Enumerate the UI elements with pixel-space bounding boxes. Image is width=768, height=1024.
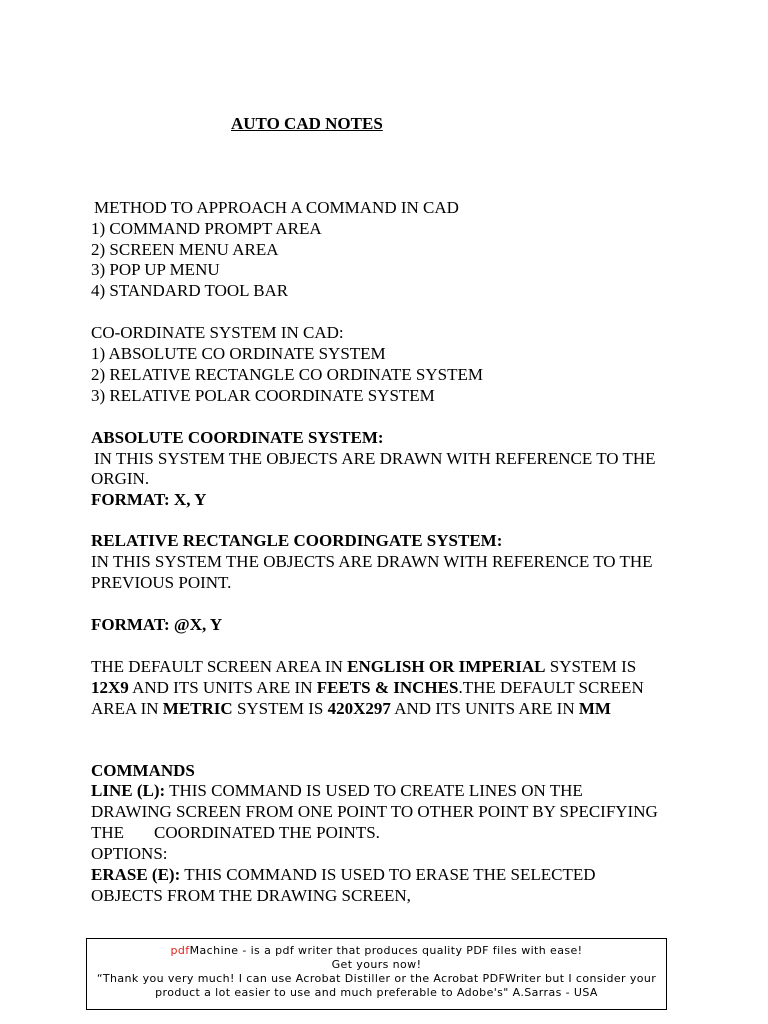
relative-text-2: PREVIOUS POINT.	[91, 573, 232, 592]
pdfmachine-footer-box	[86, 938, 667, 1010]
page-title: AUTO CAD NOTES	[231, 114, 383, 133]
absolute-text-1: IN THIS SYSTEM THE OBJECTS ARE DRAWN WITH REFERENCE TO THE	[94, 449, 656, 468]
screen-area-line-1	[91, 656, 636, 677]
footer-line-1	[87, 944, 666, 958]
list-item: 3) POP UP MENU	[91, 260, 220, 279]
method-heading: METHOD TO APPROACH A COMMAND IN CAD	[94, 198, 459, 217]
absolute-text-2: ORGIN.	[91, 469, 150, 488]
text-run: SYSTEM IS	[232, 699, 328, 718]
footer-line-3: “Thank you very much! I can use Acrobat Distiller or the Acrobat PDFWriter but I consider your	[96, 972, 657, 985]
screen-area-line-3	[91, 698, 611, 719]
text-run: .THE DEFAULT SCREEN	[458, 678, 644, 697]
list-item: 1) COMMAND PROMPT AREA	[91, 219, 322, 238]
list-item: 2) SCREEN MENU AREA	[91, 240, 279, 259]
list-item: 4) STANDARD TOOL BAR	[91, 281, 289, 300]
text-run: AND ITS UNITS ARE IN	[390, 699, 579, 718]
text-run: SYSTEM IS	[545, 657, 637, 676]
options-label: OPTIONS:	[91, 844, 168, 863]
line-command-2: DRAWING SCREEN FROM ONE POINT TO OTHER POINT BY SPECIFYING	[91, 802, 658, 821]
text-run: THE	[91, 823, 125, 842]
text-run-bold: METRIC	[162, 699, 233, 718]
footer-line-4: product a lot easier to use and much preferable to Adobe's" A.Sarras - USA	[155, 986, 598, 999]
text-run: THIS COMMAND IS USED TO CREATE LINES ON THE	[165, 781, 583, 800]
text-run: COORDINATED THE POINTS.	[154, 823, 380, 842]
list-item: 3) RELATIVE POLAR COORDINATE SYSTEM	[91, 386, 435, 405]
line-command-3	[91, 822, 380, 843]
relative-heading: RELATIVE RECTANGLE COORDINGATE SYSTEM:	[91, 531, 503, 550]
absolute-heading: ABSOLUTE COORDINATE SYSTEM:	[91, 428, 384, 447]
relative-format: FORMAT: @X, Y	[91, 615, 223, 634]
relative-text-1: IN THIS SYSTEM THE OBJECTS ARE DRAWN WITH REFERENCE TO THE	[91, 552, 653, 571]
coordinate-heading: CO-ORDINATE SYSTEM IN CAD:	[91, 323, 344, 342]
text-run-bold: MM	[578, 699, 611, 718]
list-item: 1) ABSOLUTE CO ORDINATE SYSTEM	[91, 344, 386, 363]
text-run: THIS COMMAND IS USED TO ERASE THE SELECTED	[180, 865, 596, 884]
commands-heading: COMMANDS	[91, 761, 195, 780]
list-item: 2) RELATIVE RECTANGLE CO ORDINATE SYSTEM	[91, 365, 483, 384]
text-run: THE DEFAULT SCREEN AREA IN	[91, 657, 348, 676]
brand-text: Machine - is a pdf writer that produces quality PDF files with ease!	[189, 944, 583, 957]
text-run: AND ITS UNITS ARE IN	[128, 678, 317, 697]
footer-line-2: Get yours now!	[331, 958, 422, 971]
brand-pdf: pdf	[170, 944, 190, 957]
line-command-1	[91, 780, 583, 801]
text-run-bold: FEETS & INCHES	[316, 678, 459, 697]
text-run: AREA IN	[91, 699, 163, 718]
erase-command-1	[91, 864, 596, 885]
text-run-bold: 420X297	[327, 699, 391, 718]
command-label: ERASE (E):	[91, 865, 181, 884]
command-label: LINE (L):	[91, 781, 166, 800]
erase-command-2: OBJECTS FROM THE DRAWING SCREEN,	[91, 886, 411, 905]
text-run-bold: 12X9	[91, 678, 129, 697]
text-run-bold: ENGLISH OR IMPERIAL	[347, 657, 546, 676]
absolute-format: FORMAT: X, Y	[91, 490, 207, 509]
screen-area-line-2	[91, 677, 644, 698]
